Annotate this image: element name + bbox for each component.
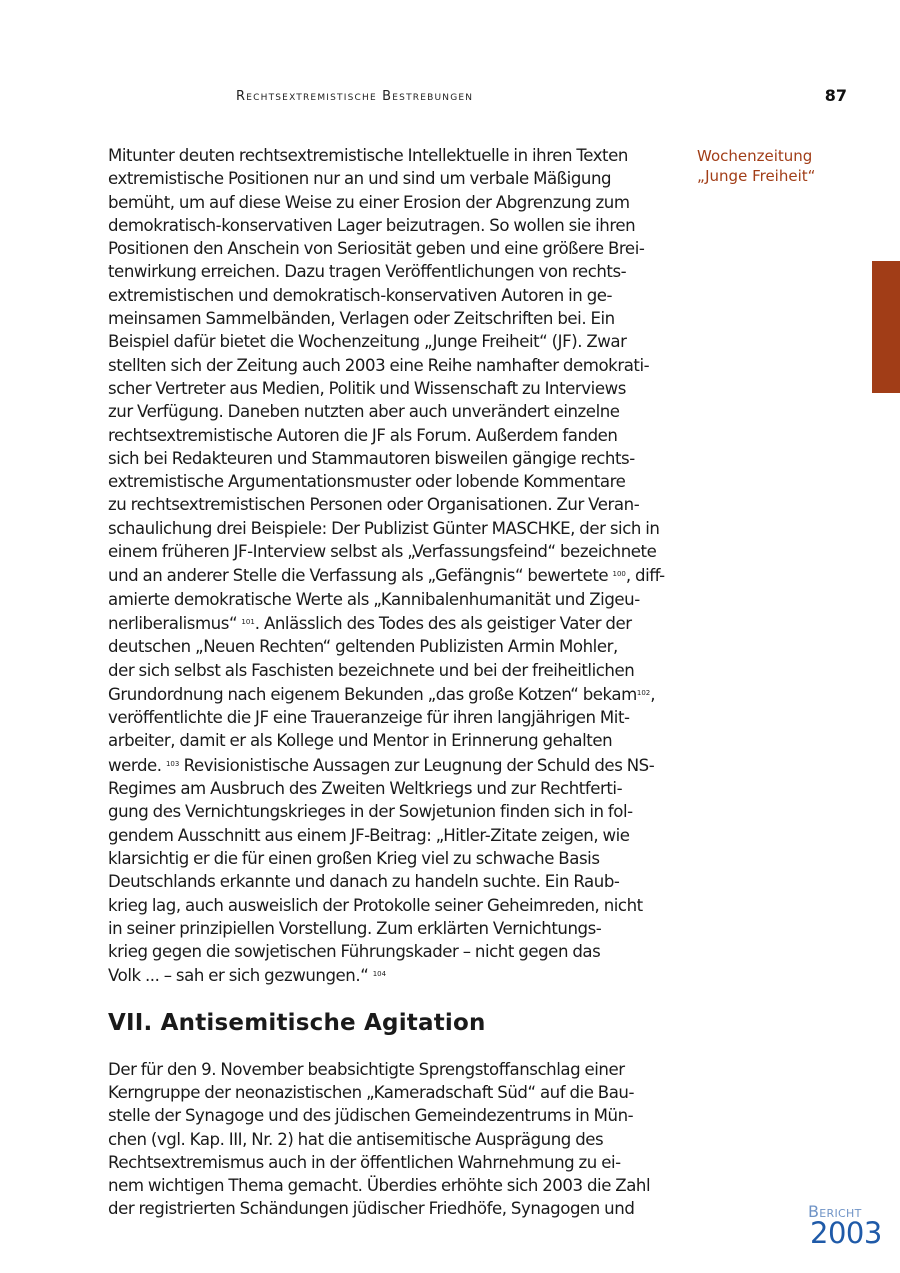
text-line: veröffentlichte die JF eine Traueranzeige für ihren langjährigen Mit- xyxy=(108,708,630,728)
text-fragment: Volk ... – sah er sich gezwungen.“ xyxy=(108,966,373,986)
text-line: der sich selbst als Faschisten bezeichnete und bei der freiheitlichen xyxy=(108,660,635,680)
text-line xyxy=(108,682,674,706)
text-fragment: werde. xyxy=(108,755,166,775)
text-line: gendem Ausschnitt aus einem JF-Beitrag: „Hitler-Zitate zeigen, wie xyxy=(108,825,630,845)
page-number: 87 xyxy=(824,86,847,105)
report-logo xyxy=(808,1202,888,1250)
text-line: Mitunter deuten rechtsextremistische Intellektuelle in ihren Texten xyxy=(108,146,628,165)
footnote-ref: 103 xyxy=(165,759,180,768)
text-line: zur Verfügung. Daneben nutzten aber auch unverändert einzelne xyxy=(108,402,620,422)
text-line: extremistische Argumentationsmuster oder lobende Kommentare xyxy=(108,472,626,492)
text-line: Kerngruppe der neonazistischen „Kameradschaft Süd“ auf die Bau- xyxy=(108,1082,635,1102)
running-head: Rechtsextremistische Bestrebungen xyxy=(236,89,474,104)
footnote-ref: 101 xyxy=(241,617,255,626)
logo-word: Bericht xyxy=(808,1202,862,1221)
text-line: einem früheren JF-Interview selbst als „Verfassungsfeind“ bezeichnete xyxy=(108,542,657,562)
text-line: krieg gegen die sowjetischen Führungskader – nicht gegen das xyxy=(108,942,601,962)
text-line: stelle der Synagoge und des jüdischen Gemeindezentrums in Mün- xyxy=(108,1106,634,1126)
text-fragment: nerliberalismus“ xyxy=(108,613,242,633)
text-line: extremistische Positionen nur an und sind um verbale Mäßigung xyxy=(108,169,612,189)
text-line: meinsamen Sammelbänden, Verlagen oder Zeitschriften bei. Ein xyxy=(108,309,615,329)
text-line: Rechtsextremismus auch in der öffentlichen Wahrnehmung zu ei- xyxy=(108,1152,621,1172)
text-line xyxy=(108,963,674,987)
text-line: Deutschlands erkannte und danach zu handeln suchte. Ein Raub- xyxy=(108,872,620,892)
margin-note-line: „Junge Freiheit“ xyxy=(697,167,816,185)
text-line: demokratisch-konservativen Lager beizutragen. So wollen sie ihren xyxy=(108,215,636,235)
text-line: chen (vgl. Kap. III, Nr. 2) hat die antisemitische Ausprägung des xyxy=(108,1129,604,1149)
text-fragment: Grundordnung nach eigenem Bekunden „das große Kotzen“ bekam xyxy=(108,684,637,704)
text-line: zu rechtsextremistischen Personen oder Organisationen. Zur Veran- xyxy=(108,495,640,515)
text-line: klarsichtig er die für einen großen Krieg viel zu schwache Basis xyxy=(108,848,600,868)
text-line: gung des Vernichtungskrieges in der Sowjetunion finden sich in fol- xyxy=(108,802,633,822)
text-line: nem wichtigen Thema gemacht. Überdies erhöhte sich 2003 die Zahl xyxy=(108,1176,651,1196)
footnote-ref: 102 xyxy=(636,688,651,697)
main-text-column xyxy=(108,144,674,1221)
footnote-ref: 100 xyxy=(612,570,626,579)
body-paragraph xyxy=(108,144,674,988)
text-fragment: Revisionistische Aussagen zur Leugnung der Schuld des NS- xyxy=(179,755,655,775)
text-line: in seiner prinzipiellen Vorstellung. Zum erklärten Vernichtungs- xyxy=(108,918,602,938)
text-line: stellten sich der Zeitung auch 2003 eine Reihe namhafter demokrati- xyxy=(108,355,650,375)
text-line: scher Vertreter aus Medien, Politik und Wissenschaft zu Interviews xyxy=(108,378,626,398)
text-line: der registrierten Schändungen jüdischer Friedhöfe, Synagogen und xyxy=(108,1199,635,1219)
text-line: schaulichung drei Beispiele: Der Publizist Günter MASCHKE, der sich in xyxy=(108,518,660,538)
text-line xyxy=(108,753,674,777)
text-line: Der für den 9. November beabsichtigte Sprengstoffanschlag einer xyxy=(108,1059,625,1079)
margin-note xyxy=(697,146,877,186)
text-line: Regimes am Ausbruch des Zweiten Weltkriegs und zur Rechtferti- xyxy=(108,779,623,799)
footnote-ref: 104 xyxy=(372,970,387,979)
text-line: extremistischen und demokratisch-konservativen Autoren in ge- xyxy=(108,285,613,305)
text-line xyxy=(108,611,674,635)
text-line: deutschen „Neuen Rechten“ geltenden Publizisten Armin Mohler, xyxy=(108,637,618,657)
text-fragment: . Anlässlich des Todes des als geistiger Vater der xyxy=(254,613,632,633)
text-fragment: und an anderer Stelle die Verfassung als „Gefängnis“ bewertete xyxy=(108,566,613,586)
logo-year: 2003 xyxy=(810,1216,882,1250)
text-line: tenwirkung erreichen. Dazu tragen Veröffentlichungen von rechts- xyxy=(108,262,627,282)
text-line xyxy=(108,563,674,587)
body-paragraph xyxy=(108,1058,674,1221)
text-line: krieg lag, auch ausweislich der Protokolle seiner Geheimreden, nicht xyxy=(108,895,643,915)
text-fragment: , diff- xyxy=(625,566,665,586)
text-line: rechtsextremistische Autoren die JF als Forum. Außerdem fanden xyxy=(108,425,618,445)
text-line: arbeiter, damit er als Kollege und Mentor in Erinnerung gehalten xyxy=(108,731,613,751)
text-line: amierte demokratische Werte als „Kannibalenhumanität und Zigeu- xyxy=(108,589,640,609)
text-line: bemüht, um auf diese Weise zu einer Erosion der Abgrenzung zum xyxy=(108,192,630,212)
section-heading: VII. Antisemitische Agitation xyxy=(108,1009,486,1036)
text-fragment: , xyxy=(650,684,656,704)
text-line: Beispiel dafür bietet die Wochenzeitung „Junge Freiheit“ (JF). Zwar xyxy=(108,332,627,352)
text-line: sich bei Redakteuren und Stammautoren bisweilen gängige rechts- xyxy=(108,448,635,468)
margin-note-line: Wochenzeitung xyxy=(697,147,813,165)
text-line: Positionen den Anschein von Seriosität geben und eine größere Brei- xyxy=(108,239,645,259)
chapter-tab-marker xyxy=(872,261,900,393)
